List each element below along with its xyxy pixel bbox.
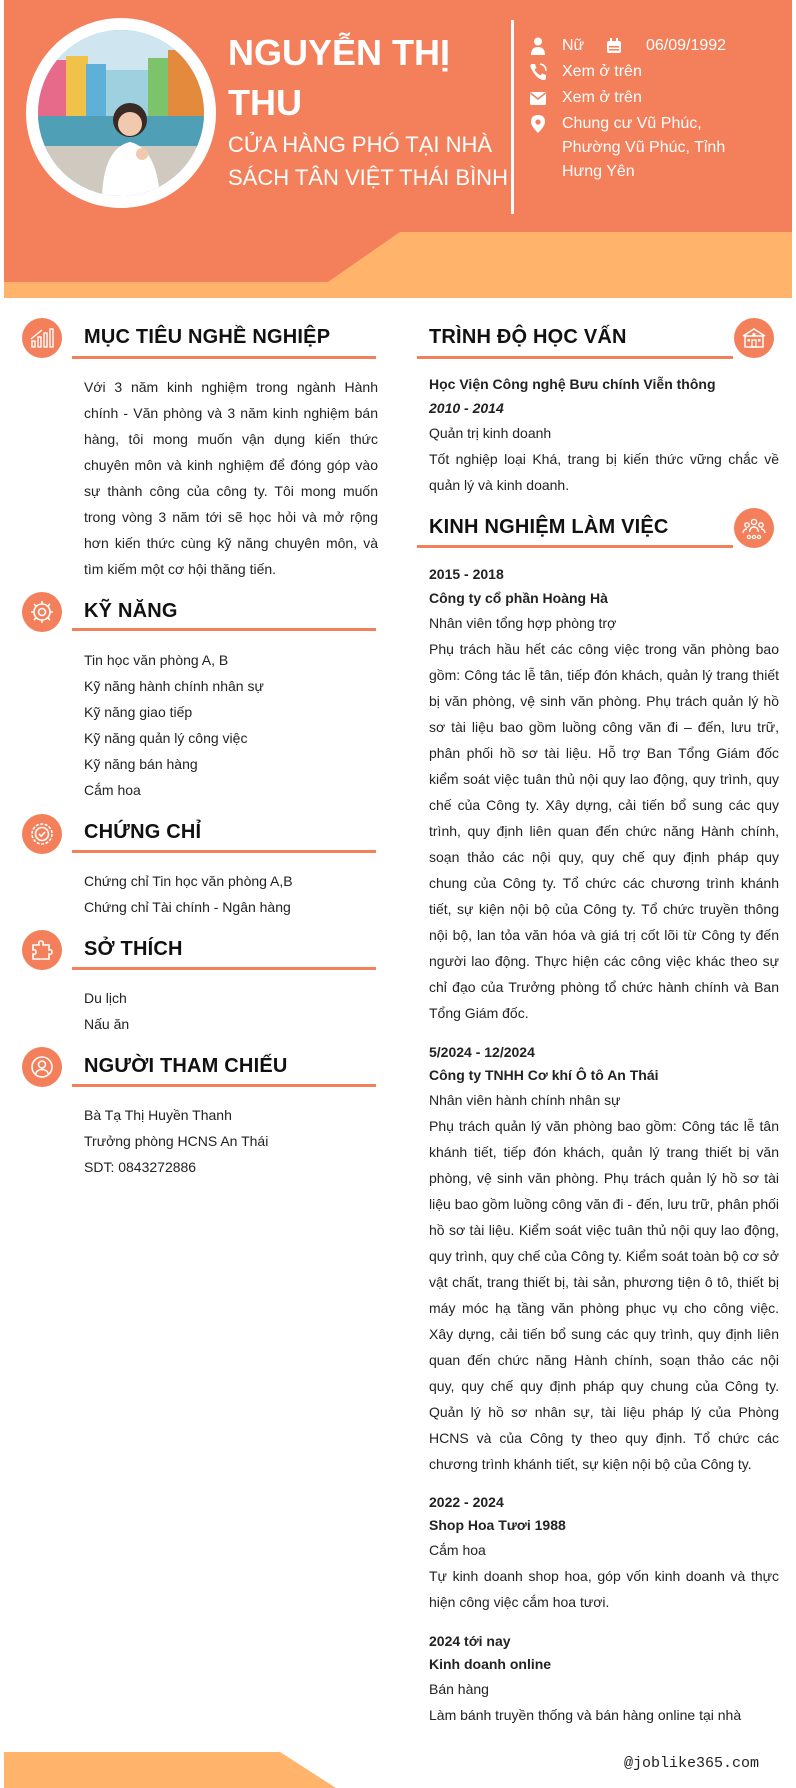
list-item: Du lịch bbox=[84, 990, 127, 1006]
hobbies-list bbox=[84, 985, 378, 1037]
job-period: 2015 - 2018 bbox=[429, 566, 504, 582]
reference-phone: SDT: 0843272886 bbox=[84, 1159, 197, 1175]
header-band bbox=[4, 230, 792, 300]
job-role: Bán hàng bbox=[429, 1681, 489, 1697]
job-period: 2022 - 2024 bbox=[429, 1494, 504, 1510]
address-value: Chung cư Vũ Phúc, Phường Vũ Phúc, Tỉnh Hưng Yên bbox=[562, 115, 726, 180]
list-item: Kỹ năng quản lý công việc bbox=[84, 730, 248, 746]
gender-value: Nữ bbox=[562, 37, 585, 54]
job-role: Nhân viên tổng hợp phòng trợ bbox=[429, 615, 617, 631]
list-item: Cắm hoa bbox=[84, 782, 141, 798]
job-role: Cắm hoa bbox=[429, 1542, 486, 1558]
list-item: Nấu ăn bbox=[84, 1016, 130, 1032]
certificates-list bbox=[84, 868, 378, 920]
header-divider bbox=[511, 20, 514, 214]
experience-underline bbox=[417, 545, 733, 548]
footer-watermark: @joblike365.com bbox=[624, 1755, 760, 1772]
education-period: 2010 - 2014 bbox=[429, 400, 504, 416]
job-company: Công ty TNHH Cơ khí Ô tô An Thái bbox=[429, 1067, 659, 1083]
email-value: Xem ở trên bbox=[562, 89, 642, 106]
list-item: Chứng chỉ Tài chính - Ngân hàng bbox=[84, 899, 291, 915]
list-item: Chứng chỉ Tin học văn phòng A,B bbox=[84, 873, 293, 889]
education-title: TRÌNH ĐỘ HỌC VẤN bbox=[429, 326, 627, 348]
job-company: Kinh doanh online bbox=[429, 1656, 552, 1672]
phone-value: Xem ở trên bbox=[562, 63, 642, 80]
reference-name: Bà Tạ Thị Huyền Thanh bbox=[84, 1107, 232, 1123]
mail-icon bbox=[528, 88, 548, 108]
desired-position: CỬA HÀNG PHÓ TẠI NHÀ SÁCH TÂN VIỆT THÁI BÌNH bbox=[228, 132, 508, 190]
job-description: Phụ trách quản lý văn phòng bao gồm: Công tác lễ tân khánh tiết, tiếp đón khách, quản lý trang thiết bị văn phòng, vệ sinh văn phòng. Phụ trách quản lý hồ sơ tài liệu bao gồm luồng công văn đi - đến, lưu trữ, phân phối hồ sơ tài liệu. Kiểm soát việc tuân thủ nội quy lao động, quy trình, quy chế của Công ty. Kiểm soát toàn bộ cơ sở vật chất, trang thiết bị, tài sản, phương tiện ô tô, thiết bị máy móc hạ tầng văn phòng phục vụ cho công việc. Xây dựng, cải tiến bổ sung các quy trình, quy định liên quan đến chức năng Hành chính, soạn thảo các nội quy, quy chế quy định pháp quy chung của Công ty. Quản lý hồ sơ nhân sự, tài liệu pháp lý của Phòng HCNS và của Công ty theo quy định. Tổ chức các chương trình khánh tiết, sự kiện nội bộ của Công ty. bbox=[429, 1118, 779, 1472]
job-description: Phụ trách hầu hết các công việc trong văn phòng bao gồm: Công tác lễ tân, tiếp đón khách, quản lý trang thiết bị văn phòng, vệ sinh văn phòng. Phụ trách quản lý hồ sơ tài liệu bao gồm luồng công văn đi – đến, lưu trữ, phân phối hồ sơ tài liệu. Hỗ trợ Ban Tổng Giám đốc kiểm soát việc tuân thủ nội quy lao động, quy trình, quy chế của Công ty. Xây dựng, cải tiến bổ sung các quy trình, quy định liên quan đến chức năng Hành chính, soạn thảo các nội quy, quy chế quy định pháp quy chung của Công ty. Tổ chức các chương trình khánh tiết, sự kiện nội bộ của Công ty. Tổ chức truyền thông nội bộ, lan tỏa văn hóa và giá trị cốt lõi từ Công ty đến người lao động. Thực hiện các công việc khác theo sự chỉ đạo của Trưởng phòng tổ chức hành chính và Ban Tổng Giám đốc. bbox=[429, 641, 779, 1021]
list-item: Tin học văn phòng A, B bbox=[84, 652, 229, 668]
job-description: Làm bánh truyền thống và bán hàng online tại nhà bbox=[429, 1707, 742, 1723]
reference-underline bbox=[72, 1084, 376, 1087]
gear-icon bbox=[22, 592, 62, 632]
certificates-underline bbox=[72, 850, 376, 853]
education-school: Học Viện Công nghệ Bưu chính Viễn thông bbox=[429, 376, 716, 392]
education-underline bbox=[417, 356, 733, 359]
skills-list bbox=[84, 647, 378, 803]
user-circle-icon bbox=[22, 1047, 62, 1087]
candidate-name: NGUYỄN THỊ THU bbox=[228, 32, 451, 123]
calendar-icon bbox=[604, 36, 624, 56]
reference-title: NGƯỜI THAM CHIẾU bbox=[84, 1055, 288, 1077]
job-period: 5/2024 - 12/2024 bbox=[429, 1044, 535, 1060]
education-description: Tốt nghiệp loại Khá, trang bị kiến thức vững chắc về quản lý và kinh doanh. bbox=[429, 451, 779, 493]
dob-value: 06/09/1992 bbox=[646, 37, 727, 54]
objective-title: MỤC TIÊU NGHỀ NGHIỆP bbox=[84, 326, 331, 348]
job-role: Nhân viên hành chính nhân sự bbox=[429, 1092, 621, 1108]
hobbies-title: SỞ THÍCH bbox=[84, 938, 183, 960]
education-major: Quản trị kinh doanh bbox=[429, 425, 552, 441]
hobbies-underline bbox=[72, 967, 376, 970]
objective-underline bbox=[72, 356, 376, 359]
job-period: 2024 tới nay bbox=[429, 1633, 511, 1649]
job-company: Công ty cổ phần Hoàng Hà bbox=[429, 590, 608, 606]
cv-page bbox=[4, 0, 792, 1788]
reference-role: Trưởng phòng HCNS An Thái bbox=[84, 1133, 269, 1149]
school-icon bbox=[734, 318, 774, 358]
certificates-title: CHỨNG CHỈ bbox=[84, 821, 202, 843]
experience-title: KINH NGHIỆM LÀM VIỆC bbox=[429, 516, 669, 538]
list-item: Kỹ năng giao tiếp bbox=[84, 704, 193, 720]
list-item: Kỹ năng hành chính nhân sự bbox=[84, 678, 264, 694]
chart-growth-icon bbox=[22, 318, 62, 358]
puzzle-icon bbox=[22, 930, 62, 970]
reference-details bbox=[84, 1102, 378, 1180]
badge-check-icon bbox=[22, 814, 62, 854]
phone-icon bbox=[528, 62, 548, 82]
job-company: Shop Hoa Tươi 1988 bbox=[429, 1517, 566, 1533]
skills-title: KỸ NĂNG bbox=[84, 600, 178, 622]
objective-text: Với 3 năm kinh nghiệm trong ngành Hành chính - Văn phòng và 3 năm kinh nghiệm bán hàng, tôi mong muốn vận dụng kiến thức chuyên môn và kinh nghiệm để đóng góp vào sự thành công của công ty. Tôi mong muốn trong vòng 3 năm tới sẽ học hỏi và mở rộng hơn kiến thức cùng kỹ năng chuyên môn, và tìm kiếm một cơ hội thăng tiến. bbox=[84, 379, 378, 577]
list-item: Kỹ năng bán hàng bbox=[84, 756, 198, 772]
location-pin-icon bbox=[528, 114, 548, 134]
job-description: Tự kinh doanh shop hoa, góp vốn kinh doanh và thực hiện công việc cắm hoa tươi. bbox=[429, 1568, 779, 1610]
person-icon bbox=[528, 36, 548, 56]
skills-underline bbox=[72, 628, 376, 631]
avatar bbox=[38, 30, 204, 196]
team-icon bbox=[734, 508, 774, 548]
